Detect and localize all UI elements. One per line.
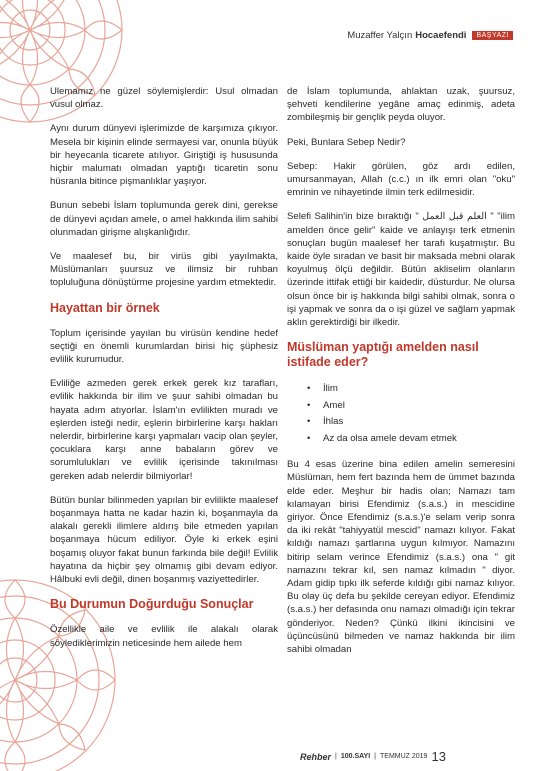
footer-divider: | [374, 753, 376, 760]
footer-divider: | [335, 753, 337, 760]
list-item: • Az da olsa amele devam etmek [307, 431, 515, 448]
section-heading: Müslüman yaptığı amelden nasıl istifade eder? [287, 340, 479, 370]
list-item: • Amel [307, 398, 515, 415]
list-item: • İhlas [307, 414, 515, 431]
paragraph: Özellikle aile ve evlilik ile alakalı olarak söylediklerimizin neticesinde hem ailede hem [50, 624, 278, 649]
paragraph: Ve maalesef bu, bir virüs gibi yayılmakta, Müslümanları şuursuz ve ilimsiz bir ruhban topluluğuna dönüştürme projesine yardım etmektedir. [50, 251, 278, 289]
paragraph: de İslam toplumunda, ahlaktan uzak, şuursuz, şehveti kendilerine yegâne amaç edinmiş, adeta zombileşmiş bir gençlik peyda oluyor. [287, 86, 515, 124]
paragraph: Sebep: Hakir görülen, göz ardı edilen, umursanmayan, Allah (c.c.) ın ilk emri olan "oku" emrinin ve nihayetinde ilmin terk edilmesidir. [287, 160, 515, 199]
section-heading: Hayattan bir örnek [50, 300, 160, 315]
paragraph: Peki, Bunlara Sebep Nedir? [287, 136, 406, 148]
page-footer [300, 749, 446, 764]
right-column [287, 85, 515, 667]
paragraph: Bu 4 esas üzerine bina edilen amelin semeresini Müslüman, hem fert bazında hem de ümmet bazında elde eder. Meşhur bir hadis olan; Namazı tam kılamayan birisi Efendimiz (s.a.s.) in mescidine giriyor. Önce Efendimiz (s.a.s.)'e selam verip sonra da iki rekât "tahiyyatül mescid" namazı kılıyor. Fakat kıldığı namazı şartlarına uygun kılmıyor. Namazını bitirip selam verince Efendimiz (s.a.s.) ona " git namazını tekrar kıl, sen namaz kılmadın " diyor. Adam gidip tıpkı ilk seferde kıldığı gibi namaz kılıyor. Bu olay üç defa bu şekilde cereyan ediyor. Efendimiz (s.a.s.) her defasında onu namazı olmadığı için tekrar gönderiyor. Neden? Çünkü ilkini ikincisini ve üçüncüsünü bilmeden ve namaz hakkında bir ilim sahibi olmadan [287, 459, 515, 656]
magazine-brand: Rehber [300, 751, 332, 762]
paragraph: Bunun sebebi İslam toplumunda gerek dini, gerekse de dünyevi açıdan amele, o amel hakkında ilim sahibi olunmadan girişme alışkanlığıdır. [50, 200, 278, 238]
left-column [50, 85, 278, 661]
issue-number: 100.SAYI [340, 753, 371, 760]
author-name: Muzaffer Yalçın [347, 30, 413, 41]
bullet-list [287, 381, 515, 447]
page-header [347, 30, 513, 41]
section-heading: Bu Durumun Doğurduğu Sonuçlar [50, 597, 254, 612]
paragraph: Selefi Salihin'in bize bıraktığı " العلم قبل العمل " "ilim amelden önce gelir" kaide ve anlayışı terk etmenin sonuçları bugün maalesef her tarafı kuşatmıştır. Bu kaide öyle sıradan ve basit bir maksada mebni olarak koyulmuş ölçü değildir. Bütün akliselim olanların üzerinde ittifak ettiği bir kaidedir, düsturdur. Ne olursa olsun önce bir iş hakkında bilgi sahibi olmak, sonra o işi yapmak ve sonra da o işi güzel ve sağlam yapmak aklın gerektirdiği bir ilkedir. [287, 211, 516, 329]
paragraph: Aynı durum dünyevi işlerimizde de karşımıza çıkıyor. Mesela bir kişinin elinde sermayesi var, onunla büyük bir heyecanla ticarete atılıyor. Giriştiği iş hususunda hiçbir malumatı olmadan yaptığı ticaretin sonu hüsranla bitince pişmanlıklar yaşıyor. [50, 123, 278, 188]
paragraph: Toplum içerisinde yayılan bu virüsün kendine hedef seçtiği en önemli kurumlardan birisi hiç şüphesiz evlilik kurumudur. [50, 327, 278, 366]
section-tag: BAŞYAZI [472, 31, 513, 40]
paragraph: Bütün bunlar bilinmeden yapılan bir evlilikte maalesef boşanmaya hatta ne kadar hazin ki, boşanmayla da alakalı gerekli ilimlere aldırış bile etmeden yapılan boşanmaya hücum ediliyor. Öyle ki erkek eşini boşamış oluyor fakat bunun farkında bile değil! Evlilik hayatına da hiçbir şey olmamış gibi devam ediyor. Hâlbuki evli değil, dinen boşanmış vaziyettedirler. [50, 494, 278, 586]
list-item: • İlim [307, 381, 515, 398]
issue-date: TEMMUZ 2019 [380, 753, 428, 760]
paragraph: Ulemamız ne güzel söylemişlerdir: Usul olmadan vusul olmaz. [50, 86, 278, 111]
author-surname: Hocaefendi [415, 30, 467, 41]
paragraph: Evliliğe azmeden gerek erkek gerek kız tarafları, evlilik hakkında bir ilim ve şuur sahibi olmadan bu hayata adım atıyorlar. İslam'ın evlilikten muradı ve eşlerden isteği nedir, eşlerin birbirlerine karşı hakları nelerdir, birbirlerine karşı yapmaları vacip olan şeyler, çocuklara karşı anne babaların görev ve sorumlulukları ve evlilik içerisinde takınılması gereken adab nelerdir bilmiyorlar! [50, 378, 278, 482]
page-number: 13 [431, 749, 446, 764]
